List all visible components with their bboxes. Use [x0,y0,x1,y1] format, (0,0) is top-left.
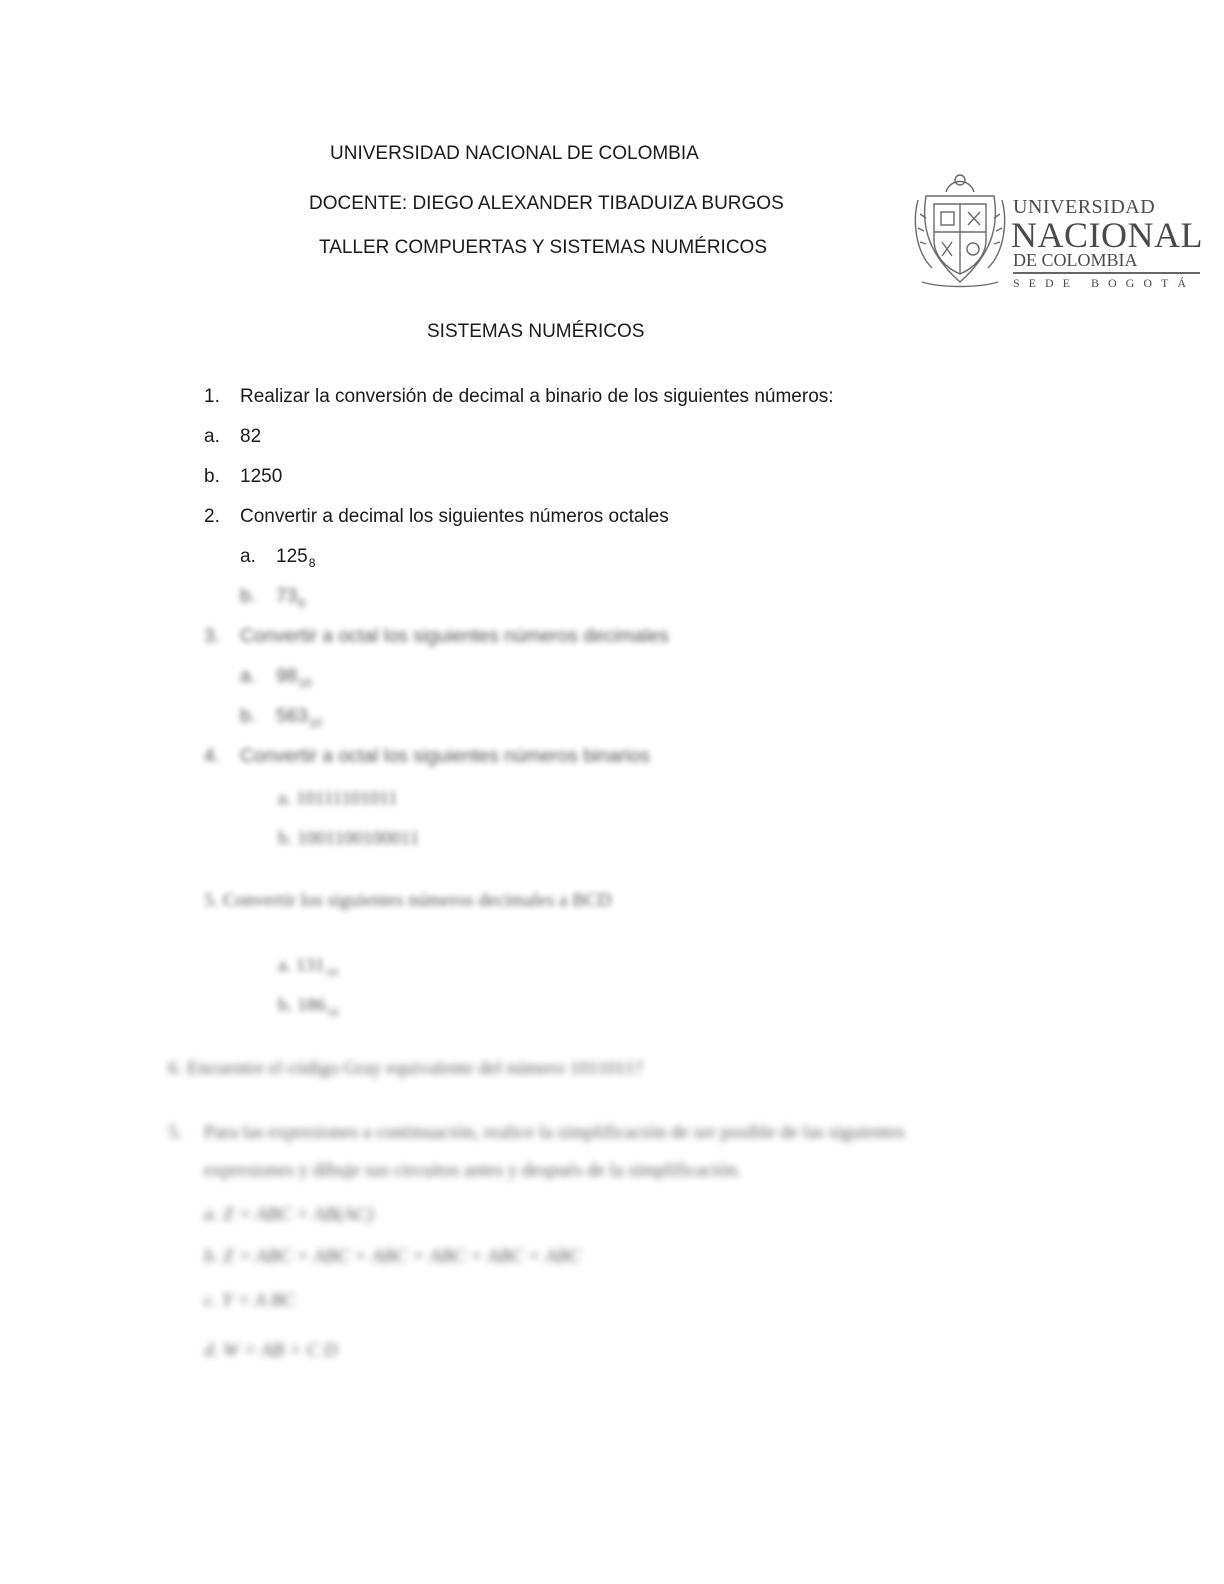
logo-text-sede: SEDE BOGOTÁ [1013,276,1195,290]
question-3-marker: 3. [204,626,220,647]
question-7-text-line-2: expresiones y dibuje sus circuitos antes y después de la simplificación. [204,1160,742,1181]
question-6-gray-code: 6. Encuentre el código Gray equivalente del número 1011011? [168,1058,644,1079]
expression-a: a. Z = ABC + AB(AC) [204,1204,374,1225]
expression-d: d. W = AB + C D [204,1340,338,1361]
item-marker: a. [240,546,256,567]
question-4-item-b: b. 1001100100011 [278,828,420,849]
question-4-item-a: a. 10111101011 [278,788,398,809]
question-4-marker: 4. [204,746,220,767]
item-base-subscript: 10 [326,1005,339,1019]
item-value: 563 [276,706,308,727]
item-value: 1250 [240,466,283,487]
question-5-bcd: 5. Convertir los siguientes números decimales a BCD [204,890,612,911]
question-2-text: Convertir a decimal los siguientes números octales [240,506,669,527]
item-base-subscript: 10 [308,716,323,730]
expression-c: c. Y = A BC [204,1290,295,1311]
item-value: 98 [276,666,298,687]
item-base-subscript: 8 [308,556,316,570]
university-logo [912,166,1202,294]
item-marker: b. [204,466,220,487]
logo-text-universidad: UNIVERSIDAD [1013,196,1156,218]
question-4-text: Convertir a octal los siguientes números binarios [240,746,650,767]
item-marker: a. [240,666,256,687]
section-title: SISTEMAS NUMÉRICOS [427,321,645,342]
item-marker: b. [240,586,256,607]
question-7-marker: 5. [168,1122,183,1143]
teacher-name: DOCENTE: DIEGO ALEXANDER TIBADUIZA BURGOS [309,193,784,214]
expression-b: b. Z = ABC + ABC + ABC + ABC + ABC + ABC [204,1246,581,1267]
item-value: a. 131 [278,955,325,976]
item-marker: a. [204,426,220,447]
coat-of-arms-icon [912,170,1008,290]
item-base-subscript: 10 [325,965,338,979]
item-value: 125 [276,546,308,567]
question-5-item-b [278,995,339,1017]
question-7-text-line-1: Para las expresiones a continuación, realice la simplificación de ser posible de las siguientes [204,1122,905,1143]
logo-divider [1013,272,1200,274]
question-2-marker: 2. [204,506,220,527]
item-marker: b. [240,706,256,727]
workshop-title: TALLER COMPUERTAS Y SISTEMAS NUMÉRICOS [319,237,768,258]
question-3-text: Convertir a octal los siguientes números decimales [240,626,669,647]
logo-text-nacional: NACIONAL [1011,215,1203,255]
question-1-marker: 1. [204,386,220,407]
item-value: b. 186 [278,995,326,1016]
item-base-subscript: 8 [298,596,305,610]
university-name: UNIVERSIDAD NACIONAL DE COLOMBIA [330,143,699,164]
logo-text-de-colombia: DE COLOMBIA [1013,250,1138,270]
question-1-text: Realizar la conversión de decimal a binario de los siguientes números: [240,386,834,407]
item-base-subscript: 10 [298,676,312,690]
question-5-item-a [278,955,337,977]
item-value: 73 [276,586,298,607]
item-value: 82 [240,426,262,447]
